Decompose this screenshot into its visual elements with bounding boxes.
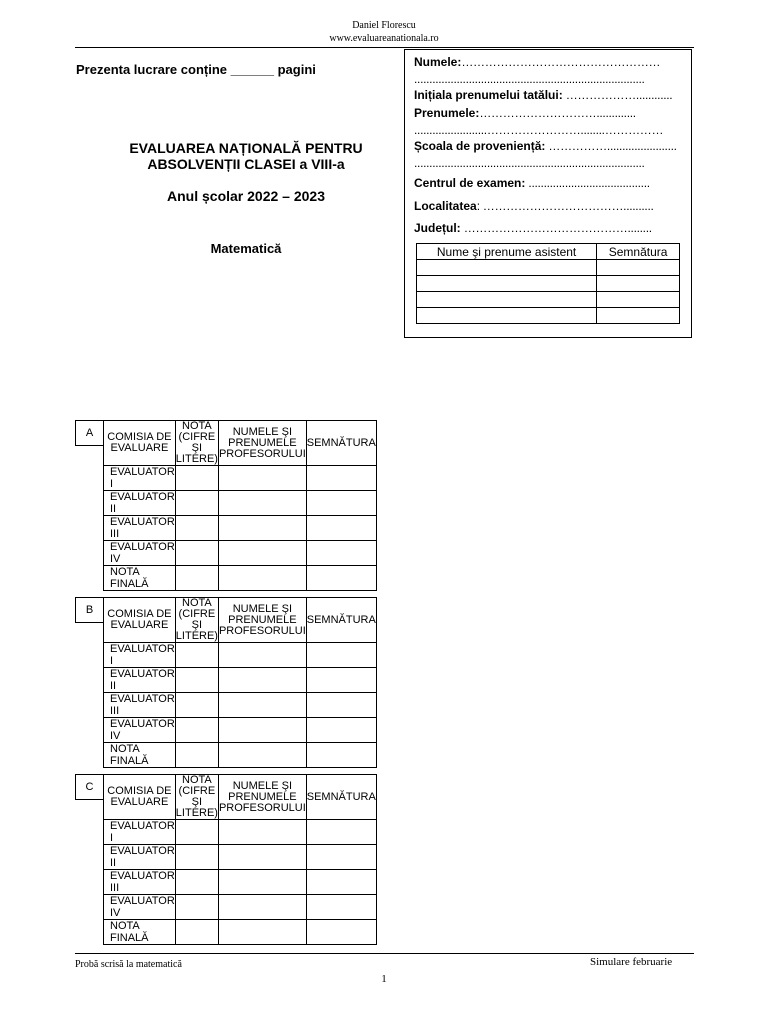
grading-row: [104, 668, 377, 693]
evaluator-label: EVALUATOR III: [104, 693, 176, 718]
assistant-name-cell[interactable]: [417, 308, 597, 324]
candidate-field-label: Centrul de examen:: [414, 176, 526, 190]
grading-table-letter: A: [75, 420, 104, 446]
candidate-field-6[interactable]: [414, 156, 682, 170]
evaluator-label: EVALUATOR II: [104, 491, 176, 516]
grade-cell[interactable]: [175, 743, 218, 768]
evaluator-label: EVALUATOR II: [104, 668, 176, 693]
teacher-name-cell[interactable]: [218, 820, 306, 845]
footer-session: Simulare februarie: [590, 956, 673, 968]
teacher-name-cell[interactable]: [218, 466, 306, 491]
signature-cell[interactable]: [306, 870, 376, 895]
teacher-name-cell[interactable]: [218, 920, 306, 945]
candidate-field-dots: ........................................: [525, 176, 650, 190]
footer-exam-name: Probă scrisă la matematică: [75, 959, 182, 970]
exam-title-line2: ABSOLVENȚII CLASEI a VIII-a: [147, 156, 345, 172]
candidate-field-dots: ………………............: [562, 88, 673, 102]
grade-cell[interactable]: [175, 693, 218, 718]
grade-cell[interactable]: [175, 516, 218, 541]
candidate-field-label: Județul:: [414, 221, 461, 235]
committee-header: COMISIA DE EVALUARE: [104, 598, 176, 643]
candidate-field-dots: …………….......................: [545, 139, 677, 153]
teacher-name-cell[interactable]: [218, 845, 306, 870]
grading-row: [104, 718, 377, 743]
evaluator-label: EVALUATOR I: [104, 820, 176, 845]
grading-row: [104, 870, 377, 895]
grade-cell[interactable]: [175, 920, 218, 945]
signature-cell[interactable]: [306, 895, 376, 920]
grading-row: [104, 743, 377, 768]
signature-header: SEMNĂTURA: [306, 598, 376, 643]
candidate-field-label: Localitatea: [414, 199, 477, 213]
header-divider: [75, 47, 694, 48]
grading-row: [104, 845, 377, 870]
teacher-name-cell[interactable]: [218, 693, 306, 718]
candidate-field-label: Școala de proveniență:: [414, 139, 546, 153]
evaluator-label: EVALUATOR III: [104, 516, 176, 541]
candidate-field-1[interactable]: [414, 72, 682, 86]
exam-title: [76, 140, 416, 172]
signature-cell[interactable]: [306, 920, 376, 945]
candidate-field-9[interactable]: [414, 221, 682, 235]
signature-cell[interactable]: [306, 466, 376, 491]
assistant-name-cell[interactable]: [417, 260, 597, 276]
signature-header: SEMNĂTURA: [306, 775, 376, 820]
teacher-name-cell[interactable]: [218, 516, 306, 541]
evaluator-label: EVALUATOR IV: [104, 718, 176, 743]
committee-header: COMISIA DE EVALUARE: [104, 775, 176, 820]
grade-cell[interactable]: [175, 870, 218, 895]
header-website: www.evaluareanationala.ro: [329, 33, 439, 44]
footer-divider: [75, 953, 694, 954]
candidate-field-label: Inițiala prenumelui tatălui:: [414, 88, 563, 102]
grading-grid: [103, 420, 377, 591]
grade-cell[interactable]: [175, 466, 218, 491]
teacher-name-cell[interactable]: [218, 541, 306, 566]
evaluator-label: EVALUATOR IV: [104, 541, 176, 566]
candidate-field-dots: ………………………….............: [479, 106, 636, 120]
candidate-field-0[interactable]: [414, 55, 682, 69]
assistant-name-header: Nume şi prenume asistent: [417, 244, 597, 260]
teacher-name-cell[interactable]: [218, 668, 306, 693]
grade-header: NOTA (CIFRE ŞI LITERE): [175, 597, 218, 642]
grade-cell[interactable]: [175, 541, 218, 566]
grade-cell[interactable]: [175, 643, 218, 668]
signature-header: SEMNĂTURA: [306, 421, 376, 466]
grade-header: NOTA (CIFRE ŞI LITERE): [175, 774, 218, 819]
candidate-field-dots: ............................................................................: [414, 72, 645, 86]
subject-title: Matematică: [210, 241, 282, 256]
grading-row: [104, 895, 377, 920]
assistant-table-row: [417, 308, 680, 324]
candidate-field-3[interactable]: [414, 106, 682, 120]
evaluator-label: NOTA FINALĂ: [104, 743, 176, 768]
grade-cell[interactable]: [175, 668, 218, 693]
exam-title-line1: EVALUAREA NAȚIONALĂ PENTRU: [129, 140, 363, 156]
grade-cell[interactable]: [175, 566, 218, 591]
candidate-field-2[interactable]: [414, 88, 682, 102]
candidate-field-8[interactable]: [414, 199, 682, 213]
teacher-name-header: NUMELE ŞI PRENUMELE PROFESORULUI: [218, 421, 306, 466]
assistant-signature-table: [416, 243, 680, 324]
candidate-field-dots: ……………………………………........: [460, 221, 652, 235]
assistant-table-row: [417, 292, 680, 308]
signature-cell[interactable]: [306, 491, 376, 516]
school-year: Anul școlar 2022 – 2023: [167, 188, 325, 204]
grade-cell[interactable]: [175, 895, 218, 920]
candidate-field-7[interactable]: [414, 176, 682, 190]
page-number: 1: [381, 973, 387, 985]
grading-grid: [103, 597, 377, 768]
evaluator-label: EVALUATOR I: [104, 643, 176, 668]
teacher-name-cell[interactable]: [218, 895, 306, 920]
candidate-field-label: Prenumele:: [414, 106, 480, 120]
signature-cell[interactable]: [306, 541, 376, 566]
candidate-field-dots: ........................……………………........……………: [414, 123, 664, 137]
teacher-name-header: NUMELE ŞI PRENUMELE PROFESORULUI: [218, 775, 306, 820]
grade-cell[interactable]: [175, 820, 218, 845]
grading-row: [104, 643, 377, 668]
grade-cell[interactable]: [175, 718, 218, 743]
grade-cell[interactable]: [175, 845, 218, 870]
candidate-field-label: Numele:: [414, 55, 462, 69]
evaluator-label: EVALUATOR II: [104, 845, 176, 870]
assistant-signature-cell[interactable]: [597, 292, 680, 308]
signature-cell[interactable]: [306, 516, 376, 541]
signature-cell[interactable]: [306, 845, 376, 870]
evaluator-label: EVALUATOR III: [104, 870, 176, 895]
grading-row: [104, 466, 377, 491]
candidate-field-dots: ……………………………………………: [461, 55, 661, 69]
signature-cell[interactable]: [306, 820, 376, 845]
signature-cell[interactable]: [306, 743, 376, 768]
grading-row: [104, 541, 377, 566]
grading-row: [104, 820, 377, 845]
grading-row: [104, 566, 377, 591]
grading-row: [104, 693, 377, 718]
signature-cell[interactable]: [306, 643, 376, 668]
teacher-name-cell[interactable]: [218, 566, 306, 591]
candidate-field-dots: ............................................................................: [414, 156, 645, 170]
assistant-signature-cell[interactable]: [597, 276, 680, 292]
teacher-name-header: NUMELE ŞI PRENUMELE PROFESORULUI: [218, 598, 306, 643]
assistant-name-cell[interactable]: [417, 292, 597, 308]
grading-table-letter: B: [75, 597, 104, 623]
assistant-signature-header: Semnătura: [597, 244, 680, 260]
grading-row: [104, 516, 377, 541]
signature-cell[interactable]: [306, 718, 376, 743]
grading-header-row: [104, 421, 377, 466]
grading-header-row: [104, 775, 377, 820]
grading-header-row: [104, 598, 377, 643]
header-author: Daniel Florescu: [352, 20, 416, 31]
candidate-field-dots: : ………………………………..........: [476, 199, 654, 213]
committee-header: COMISIA DE EVALUARE: [104, 421, 176, 466]
grade-header: NOTA (CIFRE ŞI LITERE): [175, 420, 218, 465]
assistant-name-cell[interactable]: [417, 276, 597, 292]
signature-cell[interactable]: [306, 693, 376, 718]
candidate-field-5[interactable]: [414, 139, 682, 153]
grading-table-letter: C: [75, 774, 104, 800]
evaluator-label: NOTA FINALĂ: [104, 566, 176, 591]
teacher-name-cell[interactable]: [218, 718, 306, 743]
grading-row: [104, 920, 377, 945]
signature-cell[interactable]: [306, 566, 376, 591]
pages-count-line: Prezenta lucrare conține ______ pagini: [76, 62, 316, 77]
teacher-name-cell[interactable]: [218, 743, 306, 768]
assistant-signature-cell[interactable]: [597, 260, 680, 276]
grading-grid: [103, 774, 377, 945]
assistant-table-header: [417, 244, 680, 260]
teacher-name-cell[interactable]: [218, 870, 306, 895]
candidate-field-4[interactable]: [414, 123, 682, 137]
grading-row: [104, 491, 377, 516]
evaluator-label: EVALUATOR I: [104, 466, 176, 491]
evaluator-label: NOTA FINALĂ: [104, 920, 176, 945]
candidate-info-box: [404, 49, 692, 338]
grade-cell[interactable]: [175, 491, 218, 516]
teacher-name-cell[interactable]: [218, 643, 306, 668]
assistant-table-row: [417, 276, 680, 292]
assistant-signature-cell[interactable]: [597, 308, 680, 324]
assistant-table-row: [417, 260, 680, 276]
teacher-name-cell[interactable]: [218, 491, 306, 516]
evaluator-label: EVALUATOR IV: [104, 895, 176, 920]
signature-cell[interactable]: [306, 668, 376, 693]
